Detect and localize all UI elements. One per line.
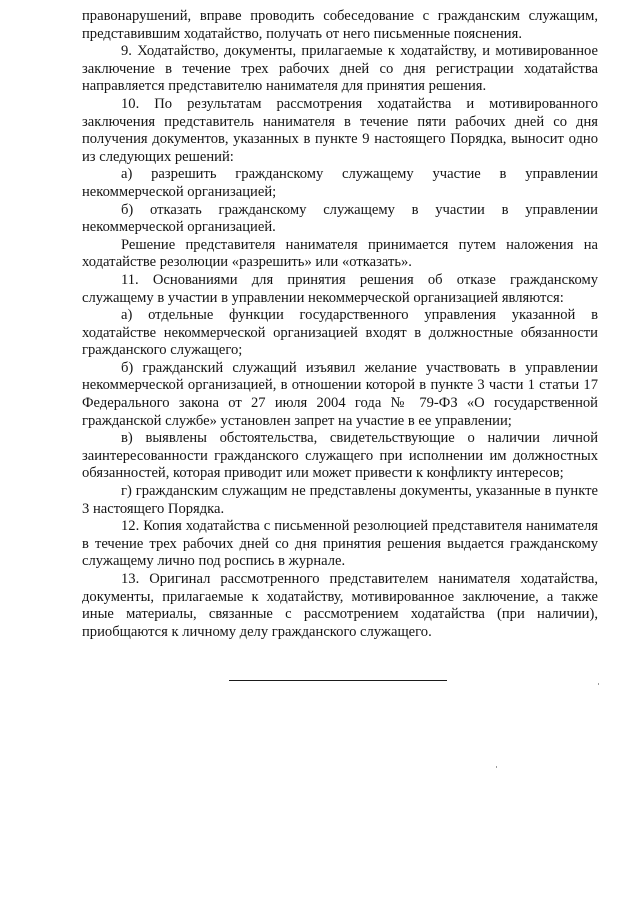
paragraph-item-10: 10. По результатам рассмотрения ходатайства и мотивированного заключения представитель нанимателя в течение пяти рабочих дней со дня получения документов, указанных в пункте 9 настоящего Порядка, выносит одно из следующих решений: bbox=[82, 95, 598, 165]
paragraph-item-11-a: а) отдельные функции государственного управления указанной в ходатайстве некоммерческой организацией входят в должностные обязанности гражданского служащего; bbox=[82, 307, 598, 359]
paragraph-item-12: 12. Копия ходатайства с письменной резолюцией представителя нанимателя в течение трех рабочих дней со дня принятия решения выдается гражданскому служащему лично под роспись в журнале. bbox=[82, 518, 598, 570]
document-body bbox=[82, 8, 598, 641]
paragraph-item-13: 13. Оригинал рассмотренного представителем нанимателя ходатайства, документы, прилагаемые к ходатайству, мотивированное заключение, а также иные материалы, связанные с рассмотрением ходатайства (при наличии), приобщаются к личному делу гражданского служащего. bbox=[82, 571, 598, 640]
paragraph-item-11-g: г) гражданским служащим не представлены документы, указанные в пункте 3 настоящего Порядка. bbox=[82, 483, 598, 517]
paragraph-item-9: 9. Ходатайство, документы, прилагаемые к ходатайству, и мотивированное заключение в течение трех рабочих дней со дня регистрации ходатайства направляется представителю нанимателя для принятия решения. bbox=[82, 43, 598, 95]
scan-speck bbox=[496, 766, 497, 768]
paragraph-item-11: 11. Основаниями для принятия решения об отказе гражданскому служащему в участии в управлении некоммерческой организацией являются: bbox=[82, 271, 598, 306]
end-of-document-rule bbox=[229, 680, 447, 681]
scan-speck bbox=[598, 683, 599, 685]
paragraph-item-11-v: в) выявлены обстоятельства, свидетельствующие о наличии личной заинтересованности гражданского служащего при исполнении им должностных обязанностей, которая приводит или может привести к конфликту интересов; bbox=[82, 430, 598, 482]
paragraph-decision-resolution: Решение представителя нанимателя принимается путем наложения на ходатайстве резолюции «разрешить» или «отказать». bbox=[82, 236, 598, 271]
paragraph-item-10-b: б) отказать гражданскому служащему в участии в управлении некоммерческой организацией. bbox=[82, 201, 598, 236]
paragraph-item-10-a: а) разрешить гражданскому служащему участие в управлении некоммерческой организацией; bbox=[82, 166, 598, 200]
paragraph-item-11-b: б) гражданский служащий изъявил желание участвовать в управлении некоммерческой организацией, в отношении которой в пункте 3 части 1 статьи 17 Федерального закона от 27 июля 2004 года № 79-ФЗ «О государственной гражданской службе» установлен запрет на участие в ее управлении; bbox=[82, 359, 598, 429]
paragraph-continuation: правонарушений, вправе проводить собеседование с гражданским служащим, представившим ходатайство, получать от него письменные пояснения. bbox=[82, 8, 598, 42]
